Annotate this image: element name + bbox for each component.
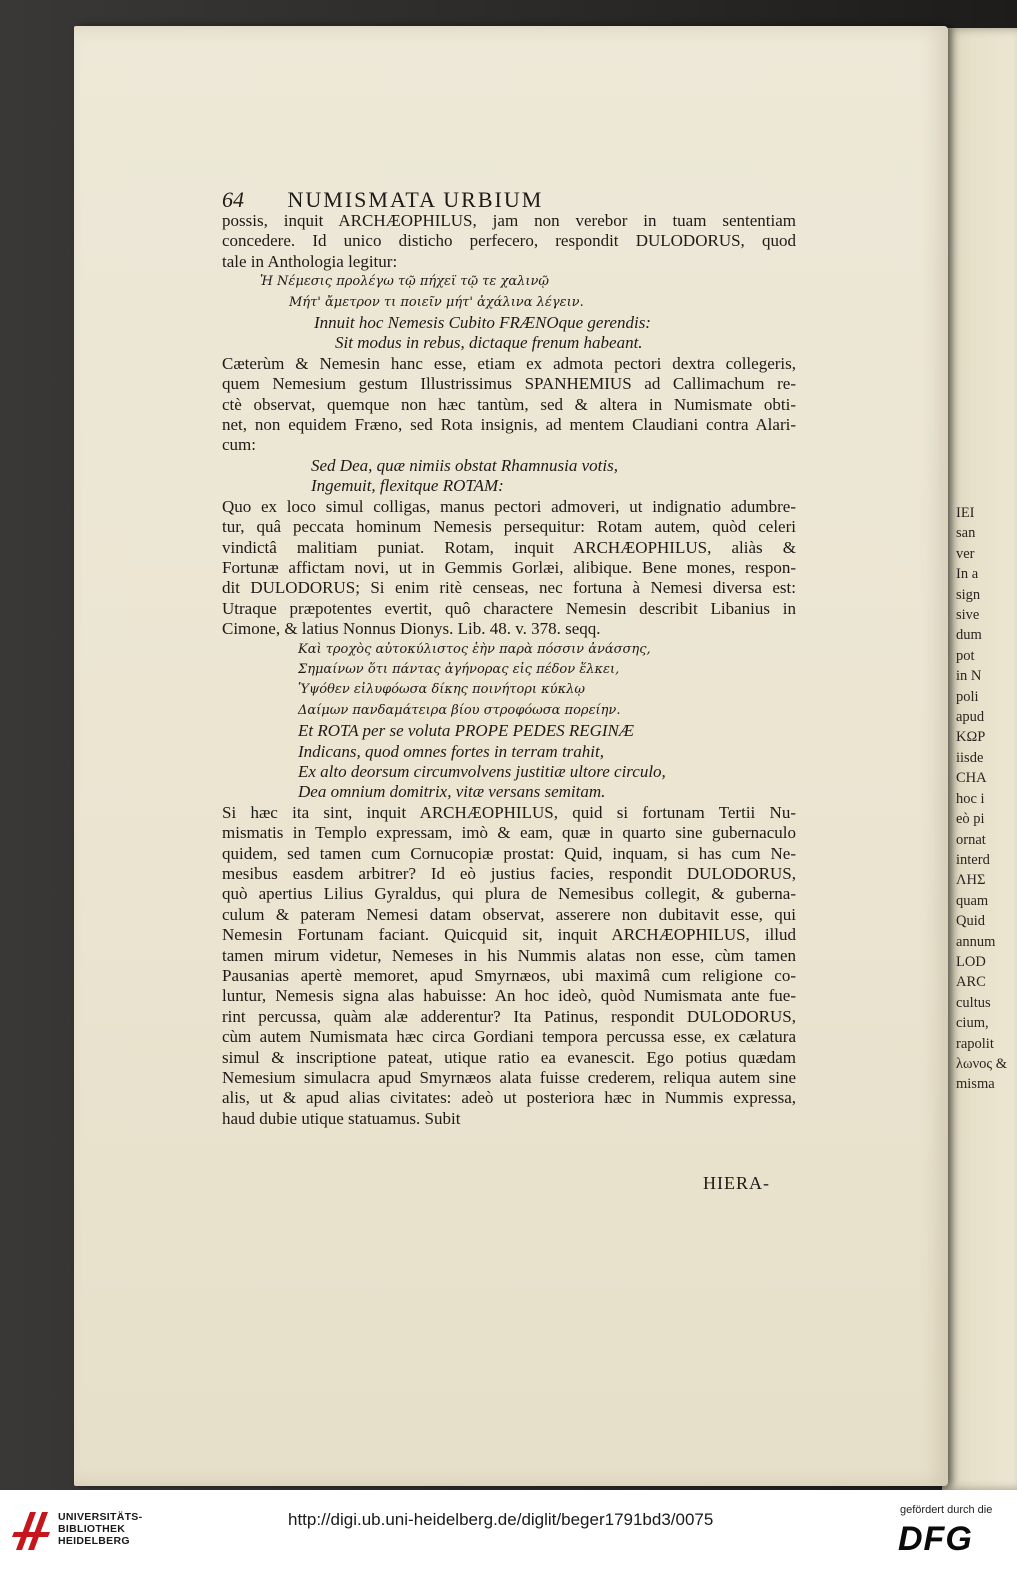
fragment-line: pot [956, 647, 975, 664]
next-page-fragment [956, 503, 1007, 1095]
greek-verse-line: Δαίμων πανδαμάτειρα βίου στροφόωσα πορείην. [298, 702, 621, 718]
text-line: net, non equidem Fræno, sed Rota insignis, ad mentem Claudiani contra Alari- [222, 415, 796, 435]
fragment-line: poli [956, 688, 979, 705]
text-line: Cæterùm & Nemesin hanc esse, etiam ex admota pectori dextra collegeris, [222, 353, 796, 373]
text-line: culum & pateram Nemesi datam observat, asserere non dubitavit esse, qui [222, 904, 796, 924]
latin-verse-line: Ingemuit, flexitque ROTAM: [311, 476, 504, 496]
fragment-line: misma [956, 1076, 995, 1093]
greek-verse-line: Ὑψόθεν εἰλυφόωσα δίκης ποινήτορι κύκλῳ [298, 682, 585, 698]
text-line: ctè observat, quemque non hæc tantùm, sed & altera in Numismate obti- [222, 394, 796, 414]
fragment-line: Quid [956, 913, 985, 930]
fragment-line: ornat [956, 831, 986, 848]
text-line: possis, inquit ARCHÆOPHILUS, jam non verebor in tuam sententiam [222, 211, 796, 230]
fragment-line: cium, [956, 1015, 989, 1032]
text-line: mesibus easdem arbitrer? Id eò justius facies, respondit DULODORUS, [222, 864, 796, 883]
fragment-line: in N [956, 668, 982, 685]
dfg-logo: DFG [898, 1520, 973, 1558]
text-line: Quo ex loco simul colligas, manus pectori admoveri, ut indignatio adumbre- [222, 496, 796, 516]
fragment-line: interd [956, 851, 990, 868]
fragment-line: apud [956, 709, 985, 726]
fragment-line: annum [956, 933, 996, 950]
text-line: Pausanias apertè memoret, apud Smyrnæos, ubi maximâ cum religione co- [222, 966, 796, 986]
fragment-line: CHA [956, 770, 987, 787]
library-name-line: UNIVERSITÄTS- [58, 1511, 143, 1523]
fragment-line: cultus [956, 994, 991, 1011]
text-line: quidem, sed tamen cum Cornucopiæ prostat: Quid, inquam, si has cum Ne- [222, 843, 796, 863]
text-line: quò apertius Lilius Gyraldus, qui plura de Nemesibus collegit, & guberna- [222, 884, 796, 904]
fragment-line: quam [956, 892, 989, 909]
greek-verse-line: Ἡ Νέμεσις προλέγω τῷ πήχεϊ τῷ τε χαλινῷ [260, 274, 549, 290]
greek-verse-line: Σημαίνων ὅτι πάντας ἀγήνορας εἰς πέδον ἕλκει, [298, 661, 620, 677]
next-page-edge [942, 28, 1017, 1490]
text-line: Fortunæ affictam novi, ut in Gemmis Gorlæi, alibique. Bene mones, respon- [222, 557, 796, 577]
greek-verse-line: Μήτ' ἄμετρον τι ποιεῖν μήτ' ἀχάλινα λέγειν. [289, 294, 584, 310]
fragment-line: ver [956, 545, 975, 562]
fragment-line: iisde [956, 749, 984, 766]
fragment-line: ARC [956, 974, 986, 991]
text-line: tamen mirum videtur, Nemeses in his Nummis alatas non esse, cùm tamen [222, 945, 796, 965]
viewer-footer [0, 1490, 1017, 1581]
fragment-line: IEI [956, 505, 975, 521]
latin-verse-line: Dea omnium domitrix, vitæ versans semitam. [298, 782, 606, 802]
fragment-line: λωνος & [956, 1055, 1008, 1072]
text-line: simul & inscriptione pateat, utique ratio ea evanescit. Ego potius quædam [222, 1047, 796, 1067]
library-name-line: HEIDELBERG [58, 1535, 130, 1547]
text-line: Utraque præpotentes evertit, quô charactere Nemesin describit Libanius in [222, 598, 796, 618]
text-line: cùm autem Numismata hæc circa Gordiani tempora percussa esse, ex cælatura [222, 1027, 796, 1047]
library-name [58, 1511, 142, 1547]
permalink-url[interactable]: http://digi.ub.uni-heidelberg.de/diglit/beger1791bd3/0075 [288, 1510, 714, 1529]
text-line: Si hæc ita sint, inquit ARCHÆOPHILUS, quid si fortunam Tertii Nu- [222, 802, 796, 822]
text-line: cum: [222, 435, 256, 455]
text-line: tur, quâ peccata hominum Nemesis persequitur: Rotam autem, quòd celeri [222, 517, 796, 537]
running-title: NUMISMATA URBIUM [287, 187, 544, 212]
greek-verse-line: Καὶ τροχὸς αὐτοκύλιστος ἑὴν παρὰ πόσσιν ἀνάσσης, [298, 641, 651, 657]
text-line: Nemesium simulacra apud Smyrnæos alata fuisse crederem, reliqua autem sine [222, 1068, 796, 1088]
text-line: rint percussa, quàm alæ adderentur? Ita Patinus, respondit DULODORUS, [222, 1006, 796, 1026]
fragment-line: san [956, 525, 976, 542]
fragment-line: sign [956, 586, 981, 603]
text-line: Cimone, & latius Nonnus Dionys. Lib. 48. v. 378. seqq. [222, 619, 601, 639]
fragment-line: LOD [956, 953, 986, 970]
latin-verse-line: Ex alto deorsum circumvolvens justitiæ ultore circulo, [298, 761, 666, 781]
latin-verse-line: Innuit hoc Nemesis Cubito FRÆNOque gerendis: [314, 313, 651, 333]
text-line: quem Nemesium gestum Illustrissimus SPANHEMIUS ad Callimachum re- [222, 374, 796, 394]
latin-verse-line: Indicans, quod omnes fortes in terram trahit, [298, 741, 604, 761]
text-line: mismatis in Templo expressam, imò & eam, quæ in quarto sine gubernaculo [222, 823, 796, 843]
library-logo-icon [12, 1504, 52, 1559]
latin-verse-line: Et ROTA per se voluta PROPE PEDES REGINÆ [298, 721, 635, 741]
latin-verse-line: Sit modus in rebus, dictaque frenum habeant. [335, 333, 643, 353]
latin-verse-line: Sed Dea, quæ nimiis obstat Rhamnusia votis, [311, 455, 618, 475]
library-name-line: BIBLIOTHEK [58, 1523, 126, 1535]
text-line: tale in Anthologia legitur: [222, 251, 398, 271]
fragment-line: ΚΩΡ [956, 729, 986, 746]
text-line: vindictâ malitiam puniat. Rotam, inquit ARCHÆOPHILUS, aliàs & [222, 537, 796, 557]
fragment-line: rapolit [956, 1035, 994, 1052]
text-line: Nemesin Fortunam faciant. Quicquid sit, inquit ARCHÆOPHILUS, illud [222, 925, 796, 945]
fragment-line: sive [956, 607, 980, 624]
fragment-line: ΛΗΣ [956, 872, 986, 889]
fragment-line: dum [956, 627, 982, 644]
running-head [222, 187, 792, 213]
text-line: alis, ut & apud alias civitates: adeò ut posteriora hæc in Nummis expressa, [222, 1088, 796, 1108]
text-line: dit DULODORUS; Si enim ritè censeas, nec fortuna à Nemesi diversa est: [222, 578, 796, 598]
text-line: luntur, Nemesis signa alas habuisse: An hoc ideò, quòd Numismata ante fue- [222, 986, 796, 1006]
sponsor-label: gefördert durch die [900, 1504, 993, 1516]
fragment-line: eò pi [956, 811, 985, 828]
page-number: 64 [222, 187, 244, 212]
text-line: concedere. Id unico disticho perfecero, respondit DULODORUS, quod [222, 231, 796, 251]
catchword: HIERA- [703, 1173, 770, 1193]
text-line: haud dubie utique statuamus. Subit [222, 1108, 461, 1128]
fragment-line: In a [956, 566, 979, 583]
page-body-text [222, 211, 796, 1129]
fragment-line: hoc i [956, 790, 985, 807]
